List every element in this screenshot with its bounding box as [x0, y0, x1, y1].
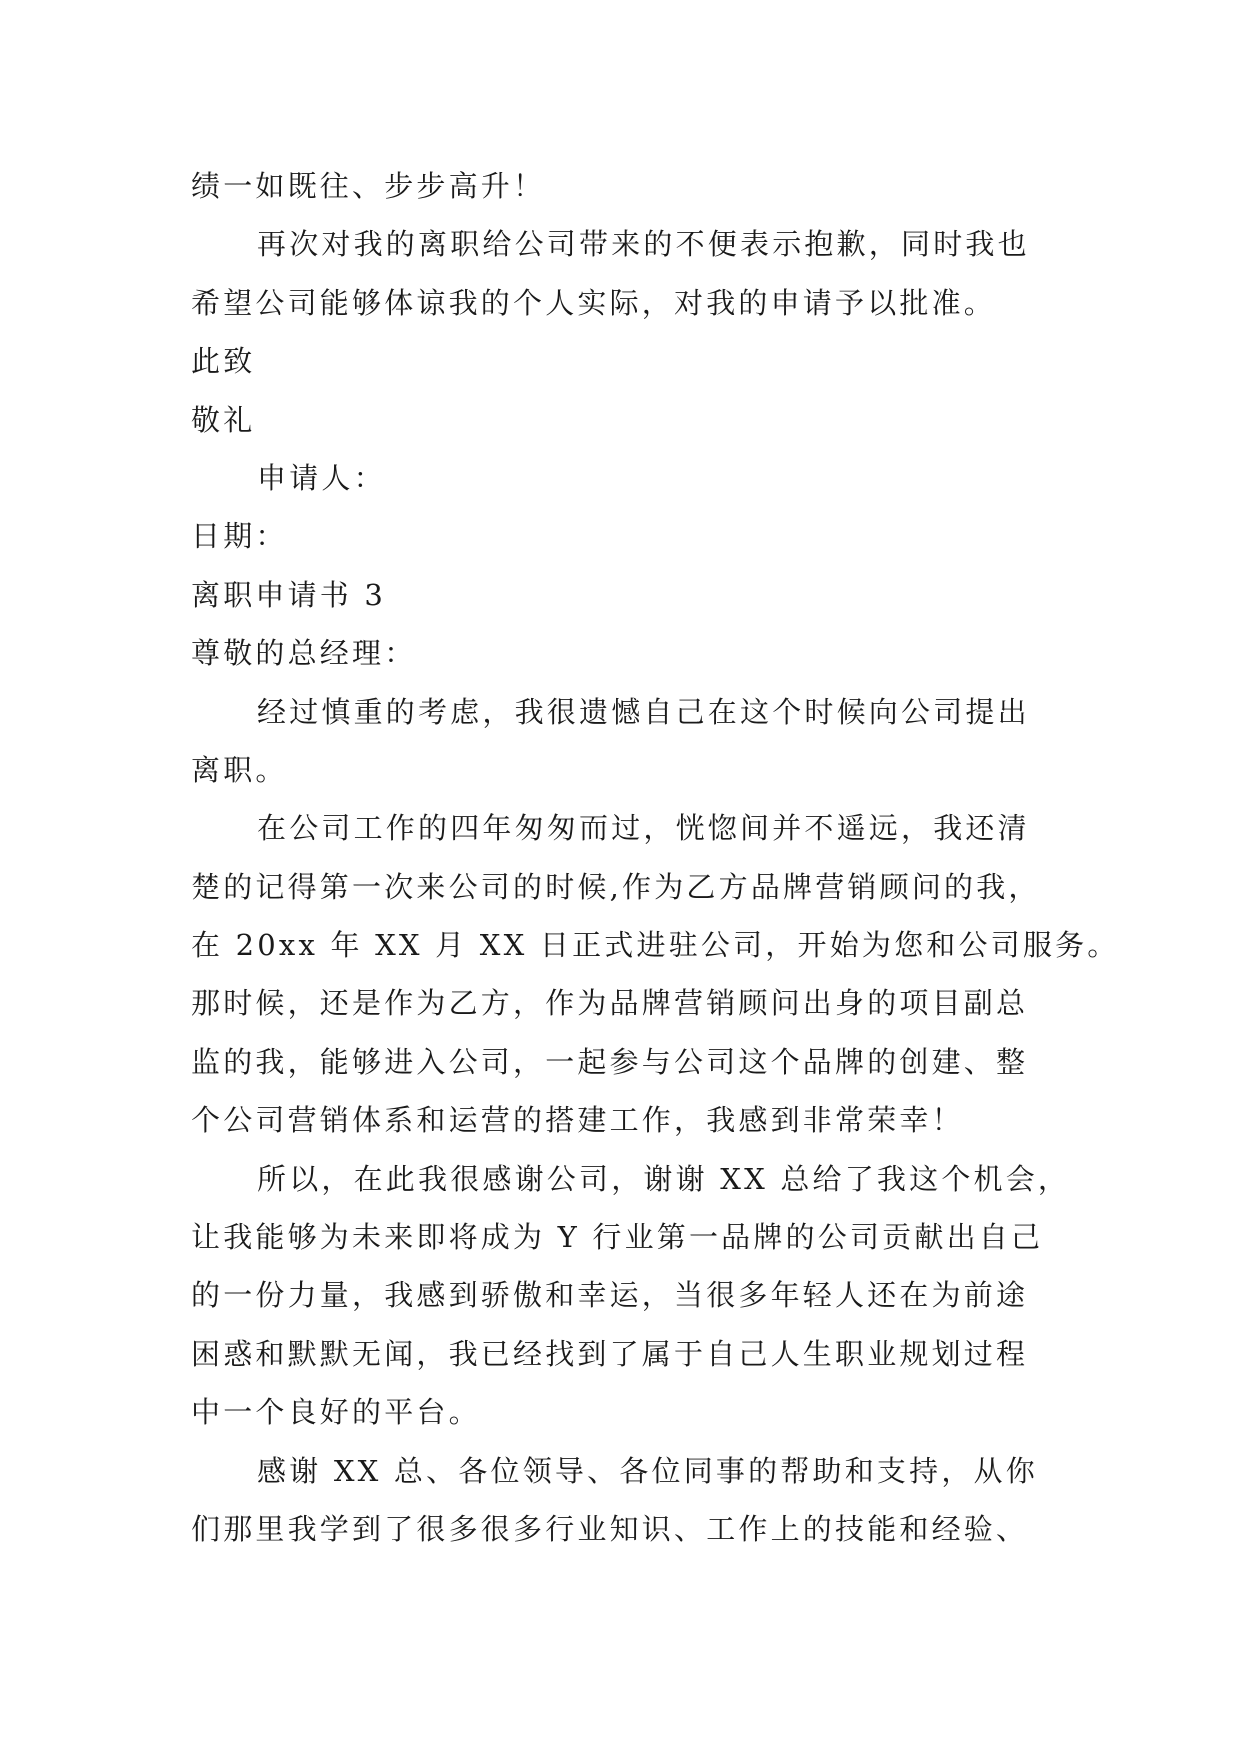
closing-salutation: 此致 — [191, 344, 256, 379]
text-line: 感谢 XX 总、各位领导、各位同事的帮助和支持，从你 — [257, 1453, 1038, 1488]
document-body — [191, 157, 1120, 1558]
text-line: 监的我，能够进入公司，一起参与公司这个品牌的创建、整 — [191, 1044, 1029, 1079]
text-line: 绩一如既往、步步高升！ — [191, 169, 546, 203]
date-label: 日期： — [191, 519, 288, 554]
applicant-label: 申请人： — [257, 460, 386, 495]
text-line: 困惑和默默无闻，我已经找到了属于自己人生职业规划过程 — [191, 1336, 1029, 1371]
text-line: 在 20xx 年 XX 月 XX 日正式进驻公司，开始为您和公司服务。 — [191, 928, 1120, 963]
text-line: 希望公司能够体谅我的个人实际，对我的申请予以批准。 — [191, 285, 997, 320]
text-line: 经过慎重的考虑，我很遗憾自己在这个时候向公司提出 — [257, 694, 1030, 729]
text-line: 在公司工作的四年匆匆而过，恍惚间并不遥远，我还清 — [257, 811, 1030, 846]
text-line: 们那里我学到了很多很多行业知识、工作上的技能和经验、 — [191, 1511, 1029, 1546]
closing-regards: 敬礼 — [191, 402, 256, 437]
text-line: 楚的记得第一次来公司的时候,作为乙方品牌营销顾问的我， — [191, 869, 1041, 904]
text-line: 再次对我的离职给公司带来的不便表示抱歉，同时我也 — [257, 227, 1030, 262]
section-title: 离职申请书 3 — [191, 577, 387, 612]
text-line: 离职。 — [191, 752, 288, 787]
text-line: 所以，在此我很感谢公司，谢谢 XX 总给了我这个机会， — [257, 1161, 1071, 1196]
text-line: 让我能够为未来即将成为 Y 行业第一品牌的公司贡献出自己 — [191, 1220, 1044, 1255]
text-line: 个公司营销体系和运营的搭建工作，我感到非常荣幸！ — [191, 1103, 964, 1138]
text-line: 那时候，还是作为乙方，作为品牌营销顾问出身的项目副总 — [191, 986, 1029, 1021]
greeting: 尊敬的总经理： — [191, 636, 417, 671]
text-line: 的一份力量，我感到骄傲和幸运，当很多年轻人还在为前途 — [191, 1278, 1029, 1313]
text-line: 中一个良好的平台。 — [191, 1395, 481, 1430]
